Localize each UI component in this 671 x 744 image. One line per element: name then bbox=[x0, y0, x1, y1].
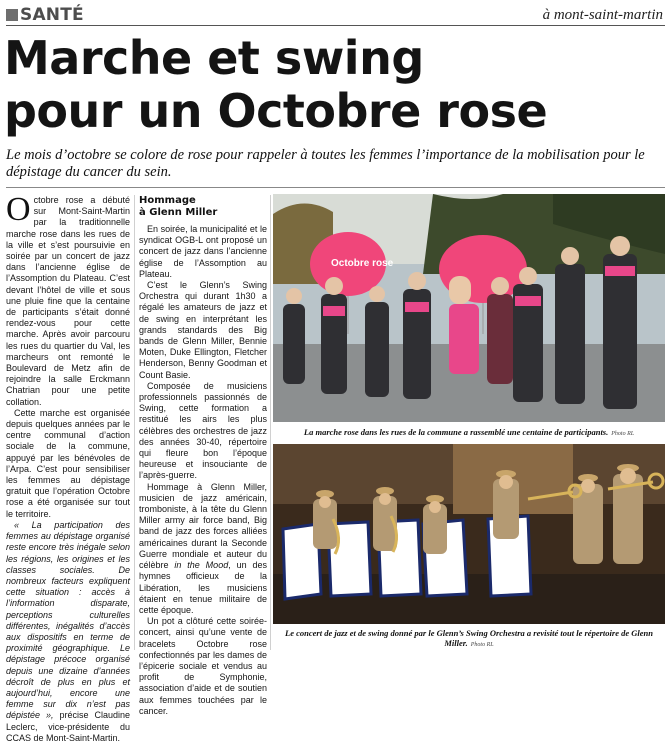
paragraph-text: ctobre rose a débuté sur Mont-Saint-Martin par la traditionnelle marche rose dans les rues de la ville et s’est poursuivie en soirée par un concert de jazz dans l’ancienne église de l’Assomption du Plateau. C’est devant l’hôtel de ville et sous une pluie fine que la centaine de participants s’était donné rendez-vous pour cette marche. Après avoir parcouru les rues du quartier du Val, les marcheurs ont remonté le Boulevard de Metz afin de rejoindre la salle Erckmann Chatrian pour une petite collation. bbox=[6, 195, 130, 407]
quote-attribution: précise Claudine Leclerc, vice-présidente du CCAS de Mont-Saint-Martin. bbox=[6, 710, 130, 743]
section-label: SANTÉ bbox=[20, 5, 84, 25]
section-marker-icon bbox=[6, 9, 18, 21]
song-title: in the Mood bbox=[174, 560, 229, 571]
photo-jazz-orchestra bbox=[273, 444, 665, 624]
section-header bbox=[6, 4, 665, 26]
march-photo-illustration bbox=[273, 194, 665, 422]
paragraph: En soirée, la municipalité et le syndicat OGB-L ont proposé un concert de jazz dans l’ancienne église de l’Assomption au Plateau. bbox=[139, 224, 267, 279]
caption-text: Le concert de jazz et de swing donné par le Glenn’s Swing Orchestra a revisité tout le répertoire de Glenn Miller. bbox=[285, 628, 653, 648]
headline-line-2: pour un Octobre rose bbox=[4, 84, 548, 138]
quote-text: « La participation des femmes au dépistage organisé reste encore très inégale selon les régions, les origines et les classes sociales. De nombreux facteurs expliquent cette situation : accès à l’information disparate, perceptions culturelles différentes, inégalités d’accès aux dispositifs en terme de proximité géographique. Le dépistage précoce organisé depuis une dizaine d’années décroît de plus en plus et aujourd’hui, encore une femme sur dix n’est pas dépistée », bbox=[6, 519, 130, 721]
article-headline bbox=[4, 32, 664, 138]
paragraph bbox=[139, 482, 267, 616]
orchestra-photo-illustration bbox=[273, 444, 665, 624]
article-standfirst: Le mois d’octobre se colore de rose pour rappeler à toutes les femmes l’importance de la mobilisation pour le dépistage du cancer du sein. bbox=[6, 147, 645, 180]
divider bbox=[6, 187, 665, 188]
paragraph: Composée de musiciens professionnels passionnés de Swing, cette formation a restitué les airs les plus célèbres des orchestres de jazz des années 30-40, répertoire qui fleure bon l’époque heureuse et insouciante de l’après-guerre. bbox=[139, 380, 267, 481]
article-column-1 bbox=[6, 191, 130, 744]
article-column-2 bbox=[139, 195, 267, 717]
paragraph: Un pot a clôturé cette soirée-concert, ainsi qu’une vente de bracelets Octobre rose confectionnés par les dames de l’épicerie sociale et vendus au profit de Symphonie, association d’aide et de soutien aux femmes touchées par le cancer. bbox=[139, 616, 267, 716]
photo-pink-march bbox=[273, 194, 665, 422]
paragraph bbox=[6, 520, 130, 744]
headline-line-1: Marche et swing bbox=[4, 31, 424, 85]
paragraph: C’est le Glenn’s Swing Orchestra qui durant 1h30 a régalé les amateurs de jazz et de swing en interprétant les grands standards des Big bands de Glenn Miller, Bennie Moten, Duke Ellington, Fletcher Henderson, Benny Goodman et Count Basie. bbox=[139, 280, 267, 380]
paragraph-text: Hommage à Glenn Miller, musicien de jazz américain, tromboniste, à la tête du Glenn Miller army air force band, Big band de jazz des forces alliées américaines durant la Seconde Guerre mondiale et auteur du célèbre bbox=[139, 481, 267, 571]
photo-credit: Photo RL bbox=[470, 642, 494, 648]
column-divider bbox=[134, 195, 135, 650]
photo-credit: Photo RL bbox=[611, 431, 635, 437]
subheading-line-2: à Glenn Miller bbox=[139, 207, 218, 218]
paragraph-text: , un des hymnes officieux de la Libération, les musiciens étaient en tenue militaire de cette époque. bbox=[139, 560, 267, 615]
location-tag: à mont-saint-martin bbox=[542, 7, 663, 23]
photo-caption-2 bbox=[276, 628, 662, 650]
column-divider bbox=[270, 195, 271, 650]
paragraph bbox=[6, 191, 130, 408]
subheading bbox=[139, 195, 267, 219]
drop-cap: O bbox=[6, 191, 31, 228]
caption-text: La marche rose dans les rues de la commune a rassemblé une centaine de participants. bbox=[303, 427, 609, 437]
balloon-text: Octobre rose bbox=[331, 258, 394, 269]
paragraph: Cette marche est organisée depuis quelques années par le centre communal d’action sociale de la commune, appuyé par les bénévoles de l’Arpa. C’est pour sensibiliser les femmes au dépistage gratuit que l’opération Octobre rose a été organisée sur tout le territoire. bbox=[6, 407, 130, 519]
photo-caption-1 bbox=[276, 427, 662, 439]
subheading-line-1: Hommage bbox=[139, 195, 196, 206]
